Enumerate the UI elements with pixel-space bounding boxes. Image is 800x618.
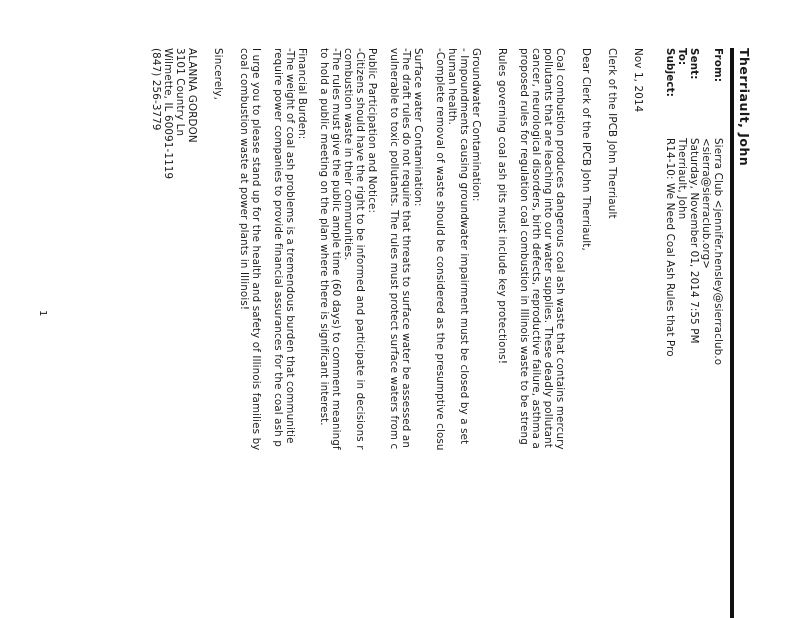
header-value-from [700, 138, 724, 618]
intro-line: cancer, neurological disorders, birth defects, reproductive failure, asthma a [530, 48, 542, 449]
intro-line: pollutants that are leaching into our water supplies. These deadly pollutant [542, 48, 554, 448]
letter-date: Nov 1, 2014 [632, 48, 644, 113]
header-value-from-line: <sierra@sierraclub.org> [700, 138, 712, 270]
header-label-from: From: [712, 48, 724, 83]
intro-line: proposed rules for regulation coal combustion in Illinois waste to be streng [518, 48, 530, 445]
section-title: Surface water Contamination: [412, 48, 424, 207]
section-line: combustion waste in their communities. [342, 48, 354, 261]
section-line: -Citizens should have the right to be informed and participate in decisions r [354, 48, 366, 450]
section-title: Groundwater Contamination: [470, 48, 482, 202]
intro-line: Coal combustion produces dangerous coal ash waste that contains mercury [554, 48, 566, 450]
section-line: require power companies to provide financial assurances for the coal ash p [272, 48, 284, 447]
section-line: -Complete removal of waste should be considered as the presumptive closu [434, 48, 446, 451]
closing-line: I urge you to please stand up for the health and safety of Illinois families by [250, 48, 262, 451]
signature-name: ALANNA GORDON [186, 48, 198, 143]
letter-salutation: Dear Clerk of the IPCB John Therriault, [580, 48, 592, 251]
email-header-table [664, 48, 724, 618]
closing-line: coal combustion waste at power plants in Illinois! [238, 48, 250, 311]
section-financial-burden [272, 48, 308, 618]
page-number: 1 [37, 310, 48, 317]
header-value-to: Therriault, John [676, 138, 688, 220]
header-value-sent: Saturday, November 01, 2014 7:55 PM [688, 138, 700, 344]
section-line: -The rules must give the public ample time (60 days) to comment meaningf [330, 48, 342, 450]
closing-paragraph [238, 48, 262, 618]
rules-statement: Rules governing coal ash pits must include key protections! [496, 48, 508, 365]
section-line: - Impoundments causing groundwater impairment must be closed by a set [458, 48, 470, 445]
header-value-from-line: Sierra Club <jennifer.hensley@sierraclub.o [712, 138, 724, 366]
section-title: Public Participation and Notice: [366, 48, 378, 214]
signature-city: Wilmette, IL 60091-1119 [162, 48, 174, 180]
letter-signoff: Sincerely, [212, 48, 224, 100]
letter-recipient: Clerk of the IPCB John Therriault [606, 48, 618, 219]
header-row-subject [664, 48, 676, 618]
signature-address: 3101 Country Ln [174, 48, 186, 137]
section-line: -The draft rules do not require that threats to surface water be assessed an [400, 48, 412, 448]
header-row-to [676, 48, 688, 618]
section-line: vulnerable to toxic pollutants. The rules must protect surface waters from c [388, 48, 400, 450]
email-content [150, 48, 754, 618]
signature-phone: (847) 256-3779 [150, 48, 162, 131]
header-row-from [700, 48, 724, 618]
header-row-sent [688, 48, 700, 618]
sender-name: Therriault, John [730, 48, 754, 618]
section-line: to hold a public meeting on the plan where there is significant interest. [318, 48, 330, 426]
header-value-subject: R14-10: We Need Coal Ash Rules that Pro [664, 138, 676, 357]
signature-block [150, 48, 198, 618]
section-line: human health. [446, 48, 458, 126]
header-label-to: To: [676, 48, 688, 66]
section-line: -The weight of coal ash problems is a tremendous burden that communitie [284, 48, 296, 444]
section-groundwater [434, 48, 482, 618]
header-label-subject: Subject: [664, 48, 676, 97]
section-public-participation [318, 48, 378, 618]
section-title: Financial Burden: [296, 48, 308, 140]
header-label-sent: Sent: [688, 48, 700, 80]
intro-paragraph [518, 48, 566, 618]
section-surface-water [388, 48, 424, 618]
